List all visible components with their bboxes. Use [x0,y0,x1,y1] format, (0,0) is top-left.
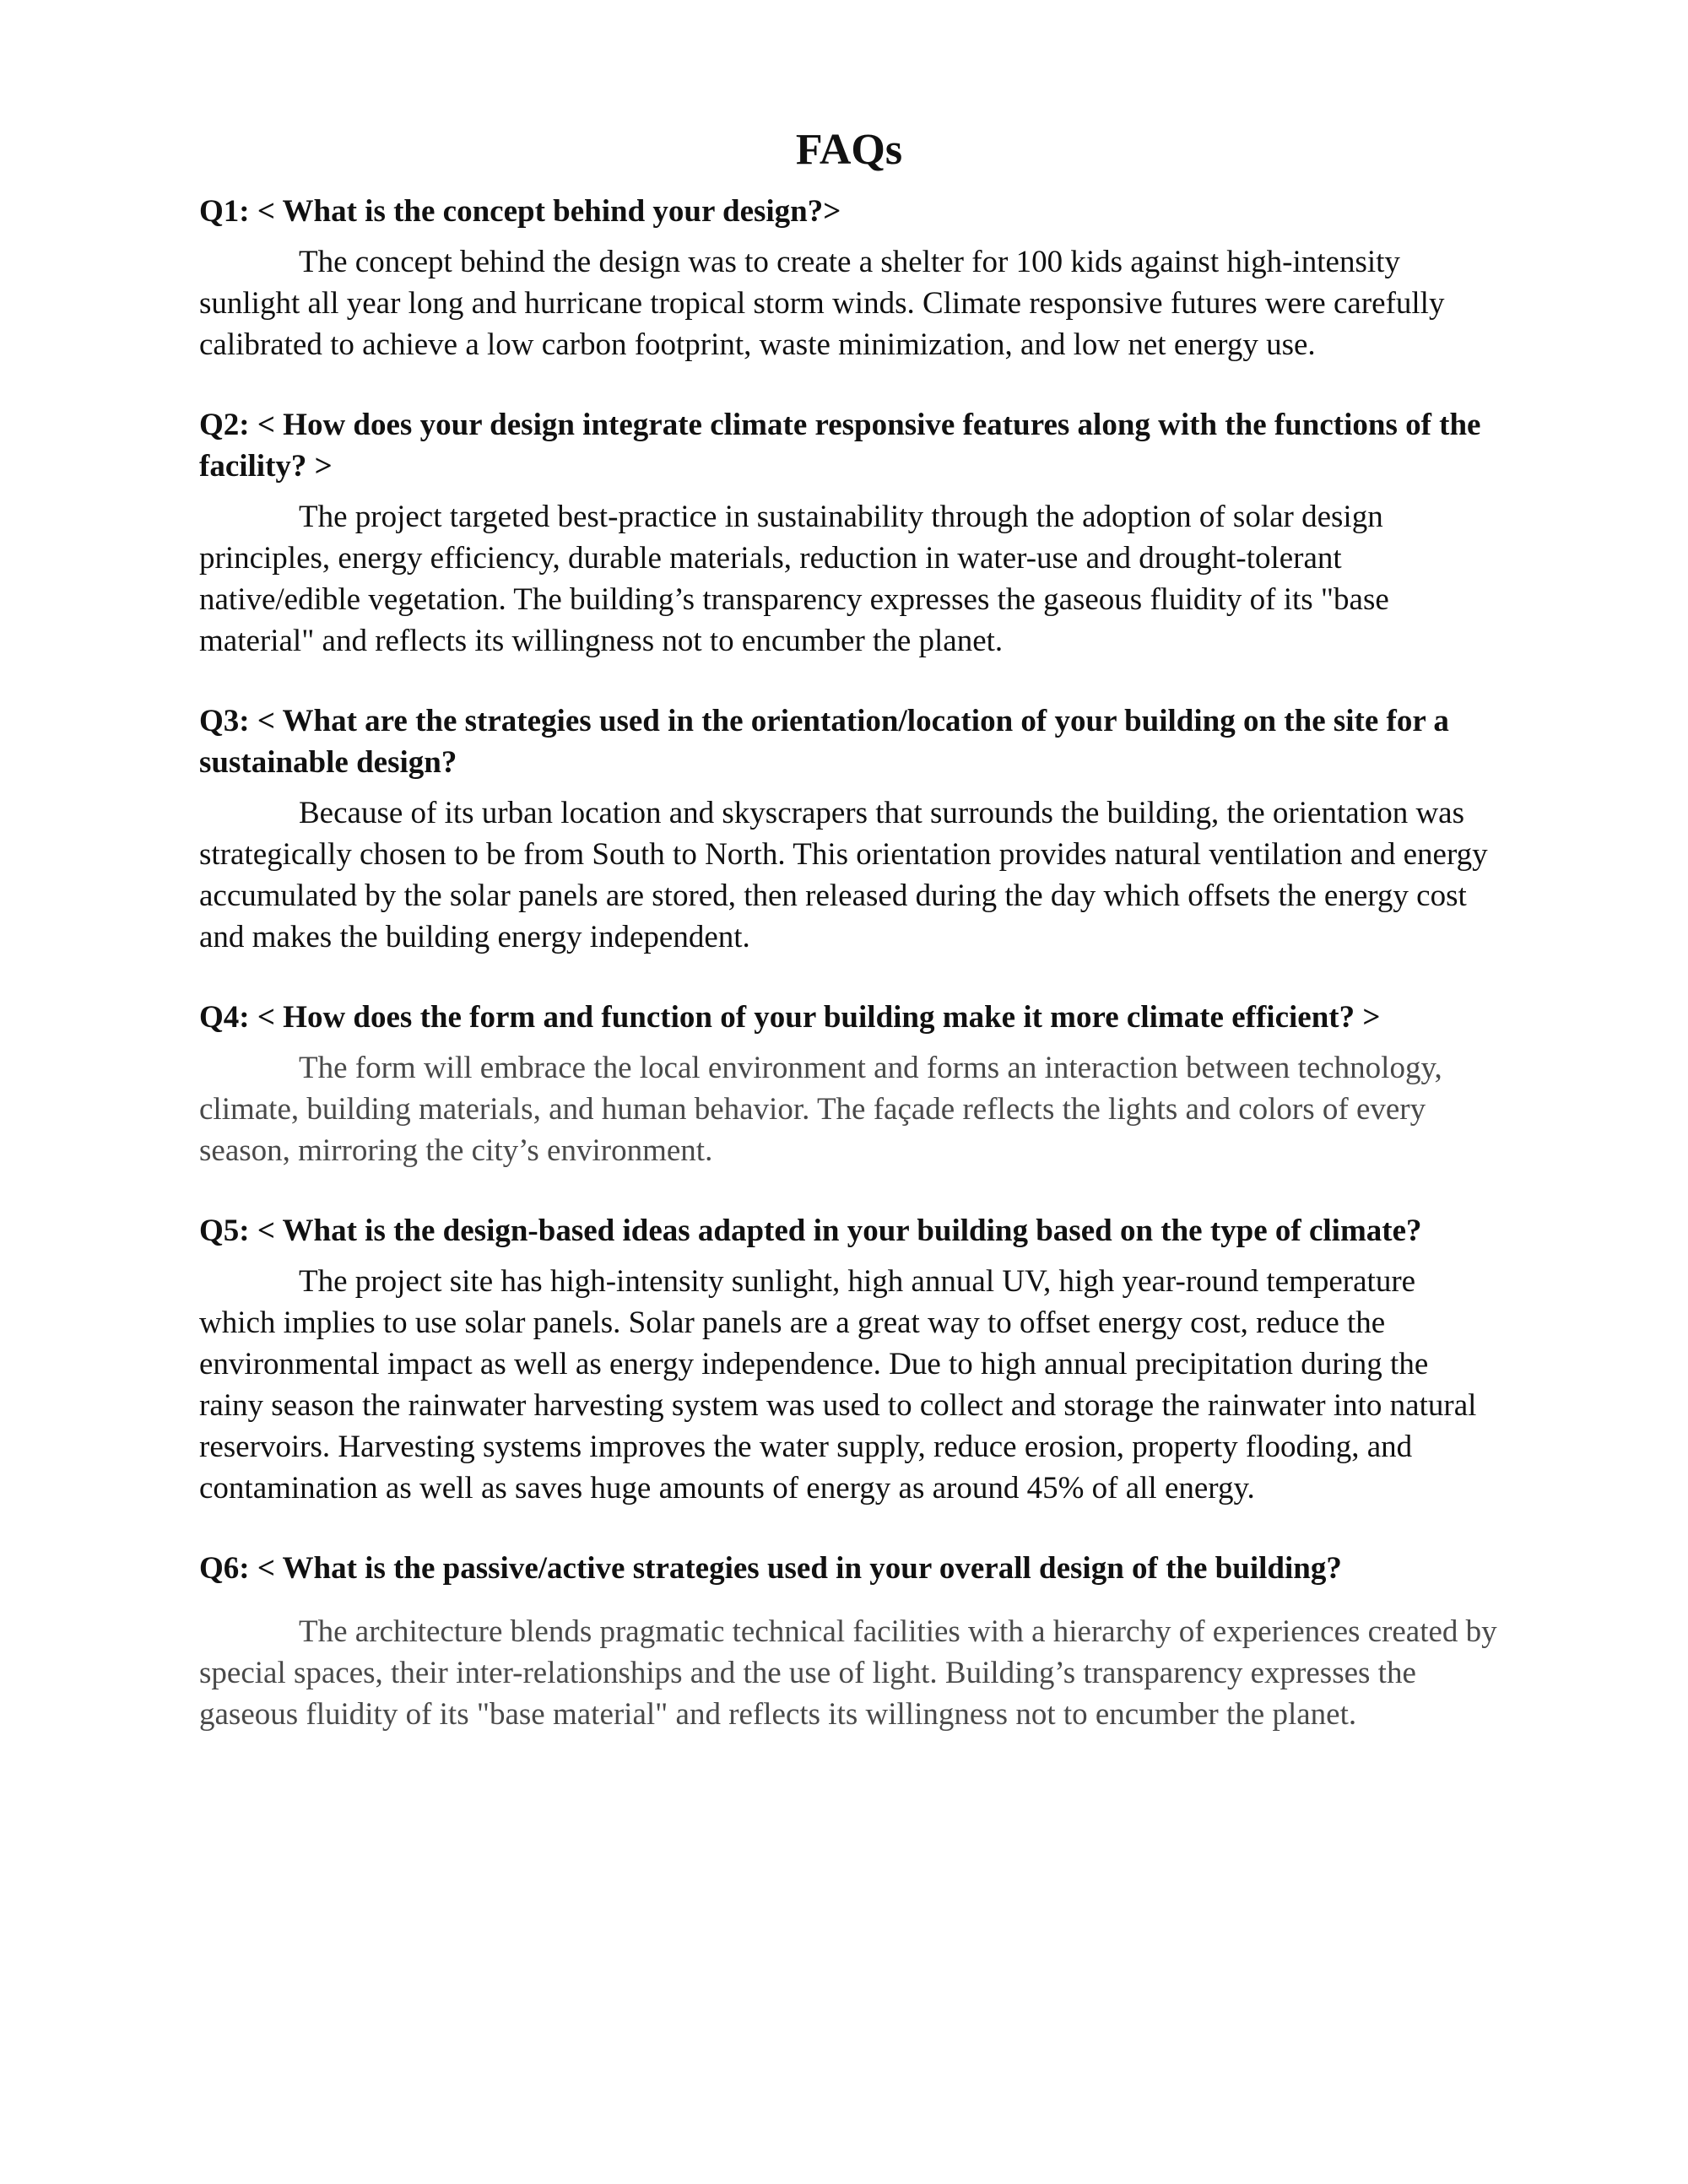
faq-question-6: Q6: < What is the passive/active strategies used in your overall design of the building? [199,1551,1342,1586]
spacer [199,1509,1499,1548]
faq-question-2: Q2: < How does your design integrate climate responsive features along with the functions of the facility? > [199,408,1481,484]
spacer [199,1171,1499,1210]
faq-question-5: Q5: < What is the design-based ideas adapted in your building based on the type of climate? [199,1214,1422,1248]
faq-answer-1: The concept behind the design was to create a shelter for 100 kids against high-intensity sunlight all year long and hurricane tropical storm winds. Climate responsive futures were carefully calibrated to achieve a low carbon footprint, waste minimization, and low net energy use. [199,245,1445,362]
faq-item-5 [199,1210,1499,1509]
spacer [199,662,1499,700]
faq-answer-6: The architecture blends pragmatic technical facilities with a hierarchy of experiences created by special spaces, their inter-relationships and the use of light. Building’s transparency expresses the gaseous fluidity of its "base material" and reflects its willingness not to encumber the planet. [199,1614,1497,1732]
faq-item-2 [199,404,1499,662]
faq-item-6 [199,1548,1499,1735]
document-page [199,116,1499,1735]
page-title: FAQs [795,126,903,174]
faq-answer-5: The project site has high-intensity sunlight, high annual UV, high year-round temperature which implies to use solar panels. Solar panels are a great way to offset energy cost, reduce the environmental impact as well as energy independence. Due to high annual precipitation during the rainy season the rainwater harvesting system was used to collect and storage the rainwater into natural reservoirs. Harvesting systems improves the water supply, reduce erosion, property flooding, and contamination as well as saves huge amounts of energy as around 45% of all energy. [199,1264,1477,1506]
spacer [199,365,1499,404]
faq-question-1: Q1: < What is the concept behind your design?> [199,194,841,229]
spacer [199,958,1499,997]
faq-item-3 [199,700,1499,958]
faq-item-4 [199,997,1499,1171]
faq-answer-2: The project targeted best-practice in sustainability through the adoption of solar design principles, energy efficiency, durable materials, reduction in water-use and drought-tolerant native/edible vegetation. The building’s transparency expresses the gaseous fluidity of its "base material" and reflects its willingness not to encumber the planet. [199,500,1389,658]
faq-question-3: Q3: < What are the strategies used in the orientation/location of your building on the site for a sustainable design? [199,704,1449,780]
faq-question-4: Q4: < How does the form and function of your building make it more climate efficient? > [199,1000,1381,1035]
faq-answer-4: The form will embrace the local environment and forms an interaction between technology, climate, building materials, and human behavior. The façade reflects the lights and colors of every season, mirroring the city’s environment. [199,1051,1442,1168]
faq-answer-3: Because of its urban location and skyscrapers that surrounds the building, the orientation was strategically chosen to be from South to North. This orientation provides natural ventilation and energy accumulated by the solar panels are stored, then released during the day which offsets the energy cost and makes the building energy independent. [199,796,1488,954]
faq-item-1 [199,191,1499,365]
